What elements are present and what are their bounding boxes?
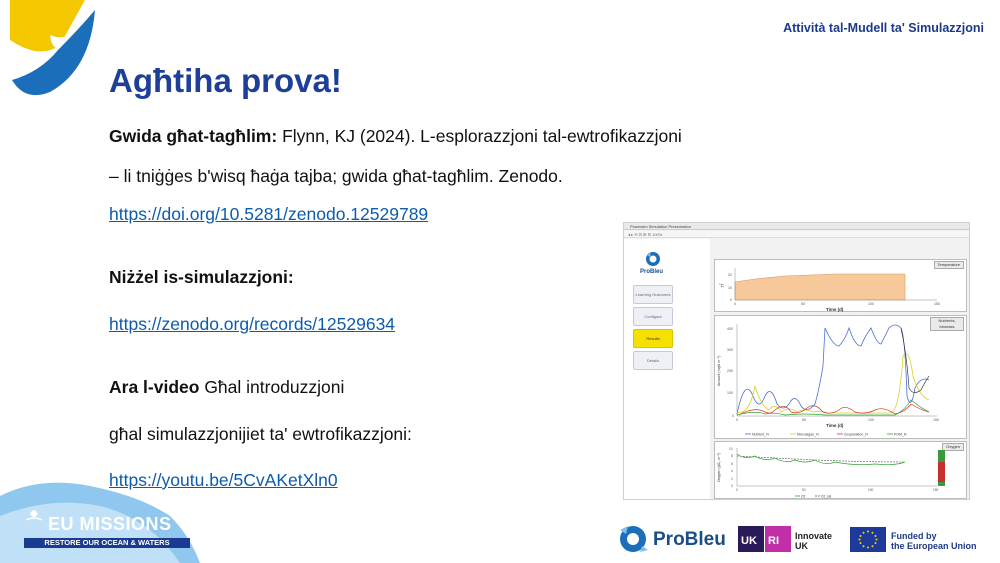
sim-titlebar: Powersim Simulation Presentation [624,223,969,230]
nut-ytick-4: 0 [732,414,734,418]
oxy-ytick-4: 2 [731,477,733,481]
nut-legend-1: Microalgae_N [797,432,819,437]
temp-ytick-0: 20 [728,273,732,277]
corner-logo-icon [0,0,100,100]
sim-brand: ProBleu [640,269,664,275]
ukri-logo-icon [738,524,792,554]
sim-toolbar: ◂ ▸ ⟲ ⊡ ⊞ ⊟ 100% [624,231,969,238]
oxy-legend-1: O2_sat [821,494,832,499]
ukri-line-2: UK [795,541,808,551]
innovate-uk-text [795,531,832,551]
video-text-1: Għal introduzzjoni [199,377,345,397]
video-line-1 [109,377,344,398]
eu-line-2: the European Union [891,541,977,551]
video-link[interactable]: https://youtu.be/5CvAKetXln0 [109,470,338,490]
video-text-2: għal simulazzjonijiet ta' ewtrofikazzjoni: [109,424,412,444]
oxygen-tag: Oxygen [942,443,964,451]
eu-missions-subtitle: RESTORE OUR OCEAN & WATERS [24,538,190,548]
temp-xtick-0: 0 [734,302,736,306]
oxy-ylabel: Oxygen (gO₂ m⁻³) [717,452,721,482]
oxy-xtick-2: 100 [868,488,874,492]
simulation-screenshot [623,222,970,500]
oxygen-panel [714,441,967,499]
oxy-xtick-1: 50 [802,488,806,492]
oxy-legend-0: O2 [801,494,806,499]
nut-xtick-0: 0 [736,418,738,422]
oxy-ytick-2: 6 [731,462,733,466]
probleu-logo-icon [616,524,650,554]
oxy-ytick-5: 0 [731,484,733,488]
sim-plots [714,259,967,499]
nut-ytick-2: 200 [727,369,733,373]
nutrients-tag: Nutrients, biomass [930,317,964,331]
probleu-logo-text: ProBleu [653,529,726,550]
temp-xtick-1: 50 [801,302,805,306]
oxy-ytick-3: 4 [731,469,733,473]
eu-missions-title: EU MISSIONS [48,514,172,534]
guide-label: Gwida għat-tagħlim: [109,126,278,146]
temp-xtick-2: 100 [868,302,874,306]
sim-nav-configure[interactable]: Configure [633,307,673,326]
nut-xtick-3: 150 [933,418,939,422]
nut-legend-3: POM_N [894,432,907,437]
temp-ytick-1: 10 [728,286,732,290]
video-label: Ara l-video [109,377,200,397]
sim-sidebar [624,239,710,499]
download-link[interactable]: https://zenodo.org/records/12529634 [109,314,396,334]
nut-ytick-0: 400 [727,327,733,331]
page-title: Agħtiha prova! [109,62,342,99]
sim-nav-results[interactable]: Results [633,329,673,348]
nut-ylabel: Amount (mgN m⁻³) [717,355,721,386]
temperature-panel [714,259,967,312]
nut-legend-0: Nutrient_N [752,432,769,437]
sim-nav-details[interactable]: Details [633,351,673,370]
eu-flag-icon [850,527,886,552]
download-line [109,267,294,288]
oxy-xtick-3: 150 [933,488,939,492]
nut-xtick-1: 50 [802,418,806,422]
ukri-line-1: Innovate [795,531,833,541]
temp-ylabel: °C [719,283,725,288]
svg-text:RI: RI [768,535,779,547]
guide-text-1: Flynn, KJ (2024). L-esplorazzjoni tal-ewtrofikazzjoni [277,126,682,146]
nutrients-panel [714,315,967,439]
probleu-small-icon [645,251,661,267]
temperature-tag: Temperature [934,261,964,269]
nut-ytick-1: 300 [727,348,733,352]
temp-xtick-3: 150 [934,302,940,306]
temp-ytick-2: 0 [730,298,732,302]
guide-link[interactable]: https://doi.org/10.5281/zenodo.12529789 [109,204,429,224]
section-header-label: Attività tal-Mudell ta' Simulazzjoni [783,21,984,35]
download-label: Niżżel is-simulazzjoni: [109,267,294,287]
nut-legend-2: Zooplankton_N [844,432,868,437]
oxy-xtick-0: 0 [736,488,738,492]
nut-ytick-3: 100 [727,391,733,395]
temp-xlabel: Time (d) [826,307,844,312]
sim-nav-learning[interactable]: Learning Outcomes [633,285,673,304]
nut-xlabel: Time (d) [826,423,844,428]
oxy-xlabel [865,490,866,491]
svg-text:UK: UK [741,535,757,547]
eu-line-1: Funded by [891,531,937,541]
nut-xtick-2: 100 [868,418,874,422]
oxy-ytick-1: 8 [731,454,733,458]
guide-text-2: – li tniġġes b'wisq ħaġa tajba; gwida għat-tagħlim. Zenodo. [109,166,563,186]
guide-line-1 [109,126,682,147]
oxy-ytick-0: 10 [729,447,733,451]
eu-funding-text [891,531,977,551]
